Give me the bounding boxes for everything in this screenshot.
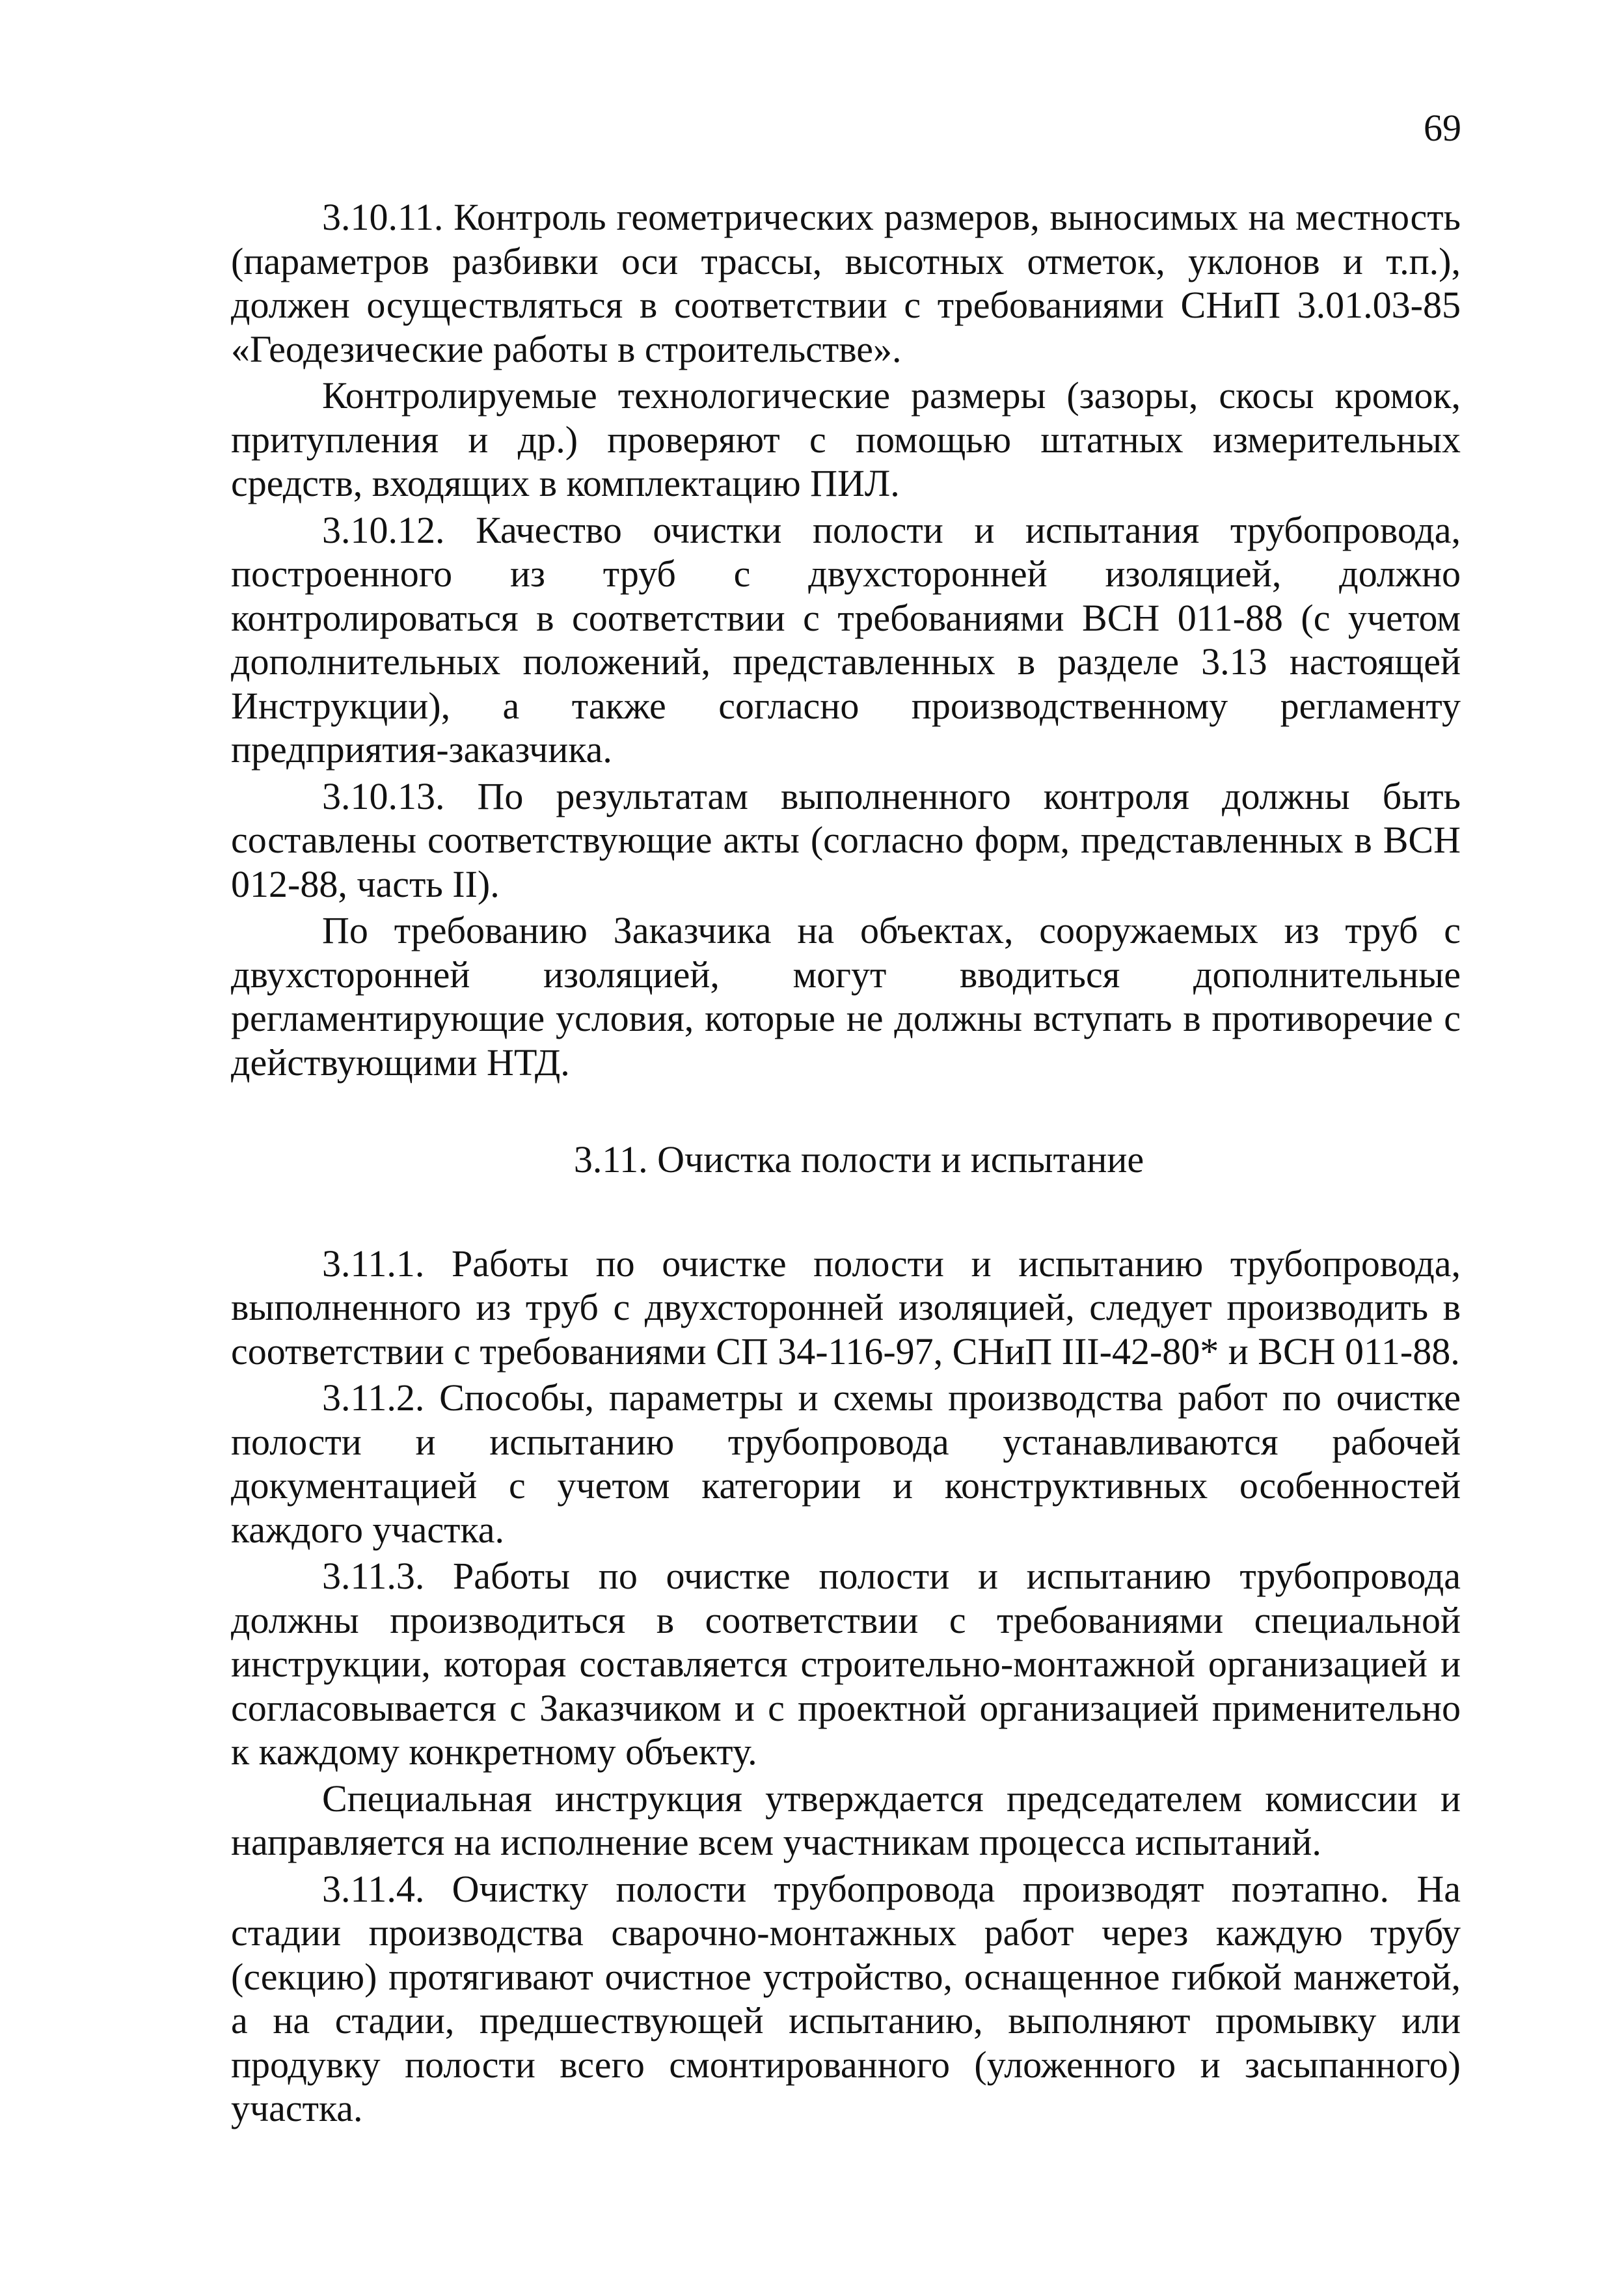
paragraph-controlled-dimensions: Контролируемые технологические размеры (зазоры, скосы кромок, притупления и др.) проверяют с помощью штатных измерительных средств, входящих в комплектацию ПИЛ.: [231, 374, 1461, 504]
paragraph-3-10-11: 3.10.11. Контроль геометрических размеров, выносимых на местность (параметров разбивки оси трассы, высотных отметок, уклонов и т.п.), должен осуществляться в соответствии с требованиями СНиП 3.01.03-85 «Геодезические работы в строительстве».: [231, 196, 1461, 370]
paragraph-3-11-3: 3.11.3. Работы по очистке полости и испытанию трубопровода должны производиться в соответствии с требованиями специальной инструкции, которая составляется строительно-монтажной организацией и согласовывается с Заказчиком и с проектной организацией применительно к каждому конкретному объекту.: [231, 1555, 1461, 1773]
page-number: 69: [1424, 107, 1461, 149]
paragraph-special-instruction: Специальная инструкция утверждается председателем комиссии и направляется на исполнение всем участникам процесса испытаний.: [231, 1777, 1461, 1863]
paragraph-3-10-13: 3.10.13. По результатам выполненного контроля должны быть составлены соответствующие акты (согласно форм, представленных в ВСН 012-88, часть II).: [231, 774, 1461, 905]
paragraph-customer-requirements: По требованию Заказчика на объектах, сооружаемых из труб с двухсторонней изоляцией, могут вводиться дополнительные регламентирующие условия, которые не должны вступать в противоречие с действующими НТД.: [231, 909, 1461, 1084]
paragraph-3-11-4: 3.11.4. Очистку полости трубопровода производят поэтапно. На стадии производства сварочно-монтажных работ через каждую трубу (секцию) протягивают очистное устройство, оснащенное гибкой манжетой, а на стадии, предшествующей испытанию, выполняют промывку или продувку полости всего смонтированного (уложенного и засыпанного) участка.: [231, 1867, 1461, 2129]
paragraph-3-11-2: 3.11.2. Способы, параметры и схемы производства работ по очистке полости и испытанию трубопровода устанавливаются рабочей документацией с учетом категории и конструктивных особенностей каждого участка.: [231, 1376, 1461, 1551]
paragraph-3-11-1: 3.11.1. Работы по очистке полости и испытанию трубопровода, выполненного из труб с двухсторонней изоляцией, следует производить в соответствии с требованиями СП 34-116-97, СНиП III-42-80* и ВСН 011-88.: [231, 1242, 1461, 1373]
section-title: 3.11. Очистка полости и испытание: [573, 1138, 1144, 1181]
document-body: [231, 195, 1461, 2133]
paragraph-3-10-12: 3.10.12. Качество очистки полости и испытания трубопровода, построенного из труб с двухсторонней изоляцией, должно контролироваться в соответствии с требованиями ВСН 011-88 (с учетом дополнительных положений, представленных в разделе 3.13 настоящей Инструкции), а также согласно производственному регламенту предприятия-заказчика.: [231, 508, 1461, 771]
